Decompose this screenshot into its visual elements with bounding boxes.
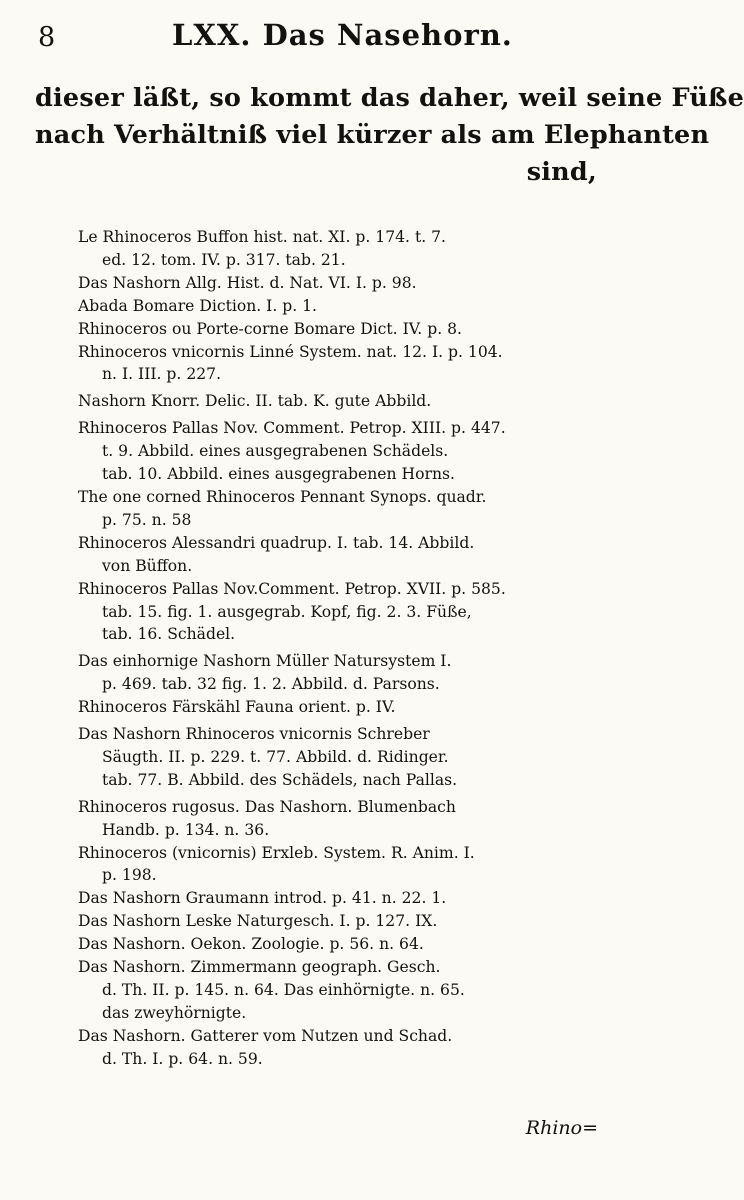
reference-line: Rhinoceros Alessandri quadrup. I. tab. 14. Abbild. [78,533,475,552]
reference-line: Das Nashorn. Zimmermann geograph. Gesch. [78,958,441,977]
reference-line: tab. 10. Abbild. eines ausgegrabenen Horns. [102,465,455,484]
catchword: Rhino= [525,1117,598,1139]
reference-line: Rhinoceros Pallas Nov.Comment. Petrop. XVII. p. 585. [78,579,506,598]
reference-entry [78,956,613,1025]
reference-line: Rhinoceros Färskähl Fauna orient. p. IV. [78,698,396,717]
reference-entry [78,318,613,341]
reference-line: d. Th. II. p. 145. n. 64. Das einhörnigte. n. 65. [102,981,465,999]
reference-line: p. 469. tab. 32 fig. 1. 2. Abbild. d. Parsons. [102,675,440,694]
body-text [35,80,744,191]
reference-line: Säugth. II. p. 229. t. 77. Abbild. d. Ridinger. [102,747,449,766]
reference-line: das zweyhörnigte. [102,1003,247,1022]
reference-line: t. 9. Abbild. eines ausgegrabenen Schädels. [102,442,449,461]
reference-line: p. 75. n. 58 [102,510,192,529]
reference-line: The one corned Rhinoceros Pennant Synops. quadr. [78,487,487,506]
reference-line: von Büffon. [102,556,193,575]
reference-entry [78,486,613,532]
reference-entry [78,842,613,888]
body-line: dieser läßt, so kommt das daher, weil seine Füße [35,83,744,113]
reference-line: Rhinoceros rugosus. Das Nashorn. Blumenbach [78,797,456,816]
reference-line: Das Nashorn. Gatterer vom Nutzen und Schad. [78,1026,453,1045]
reference-line: d. Th. I. p. 64. n. 59. [102,1049,263,1068]
reference-line: tab. 77. B. Abbild. des Schädels, nach Pallas. [102,770,458,789]
reference-line: Rhinoceros Pallas Nov. Comment. Petrop. XIII. p. 447. [78,419,506,438]
reference-line: Das Nashorn. Oekon. Zoologie. p. 56. n. 64. [78,935,424,954]
reference-line: Das einhornige Nashorn Müller Natursystem I. [78,652,452,671]
reference-entry [78,578,613,647]
reference-line: Das Nashorn Rhinoceros vnicornis Schreber [78,725,430,744]
reference-entry [78,226,613,272]
reference-line: Das Nashorn Graumann introd. p. 41. n. 22. 1. [78,889,447,908]
reference-entry [78,650,613,696]
reference-line: p. 198. [102,866,157,885]
reference-line: Das Nashorn Leske Naturgesch. I. p. 127. IX. [78,912,438,931]
running-head: LXX. Das Nasehorn. [172,18,513,52]
body-line: nach Verhältniß viel kürzer als am Elephanten [35,120,710,150]
reference-entry [78,696,613,719]
reference-line: tab. 16. Schädel. [102,625,236,644]
reference-list [78,226,613,1071]
reference-line: Le Rhinoceros Buffon hist. nat. XI. p. 174. t. 7. [78,228,447,246]
reference-entry [78,341,613,387]
page-number: 8 [38,22,56,53]
reference-line: Rhinoceros (vnicornis) Erxleb. System. R. Anim. I. [78,843,475,862]
reference-line: Rhinoceros ou Porte-corne Bomare Dict. IV. p. 8. [78,319,462,338]
reference-entry [78,933,613,956]
reference-entry [78,887,613,910]
reference-entry [78,390,613,413]
reference-line: n. I. III. p. 227. [102,365,222,384]
reference-line: ed. 12. tom. IV. p. 317. tab. 21. [102,250,346,269]
reference-line: tab. 15. fig. 1. ausgegrab. Kopf, fig. 2. 3. Füße, [102,602,472,621]
reference-entry [78,295,613,318]
reference-entry [78,796,613,842]
reference-entry [78,723,613,792]
reference-entry [78,1025,613,1071]
reference-entry [78,532,613,578]
reference-line: Handb. p. 134. n. 36. [102,820,270,839]
reference-entry [78,417,613,486]
reference-line: Nashorn Knorr. Delic. II. tab. K. gute Abbild. [78,392,432,411]
reference-entry [78,272,613,295]
reference-line: Abada Bomare Diction. I. p. 1. [78,296,318,315]
reference-line: Rhinoceros vnicornis Linné System. nat. 12. I. p. 104. [78,342,503,361]
reference-entry [78,910,613,933]
reference-line: Das Nashorn Allg. Hist. d. Nat. VI. I. p. 98. [78,273,417,292]
body-line: sind, [526,157,597,187]
